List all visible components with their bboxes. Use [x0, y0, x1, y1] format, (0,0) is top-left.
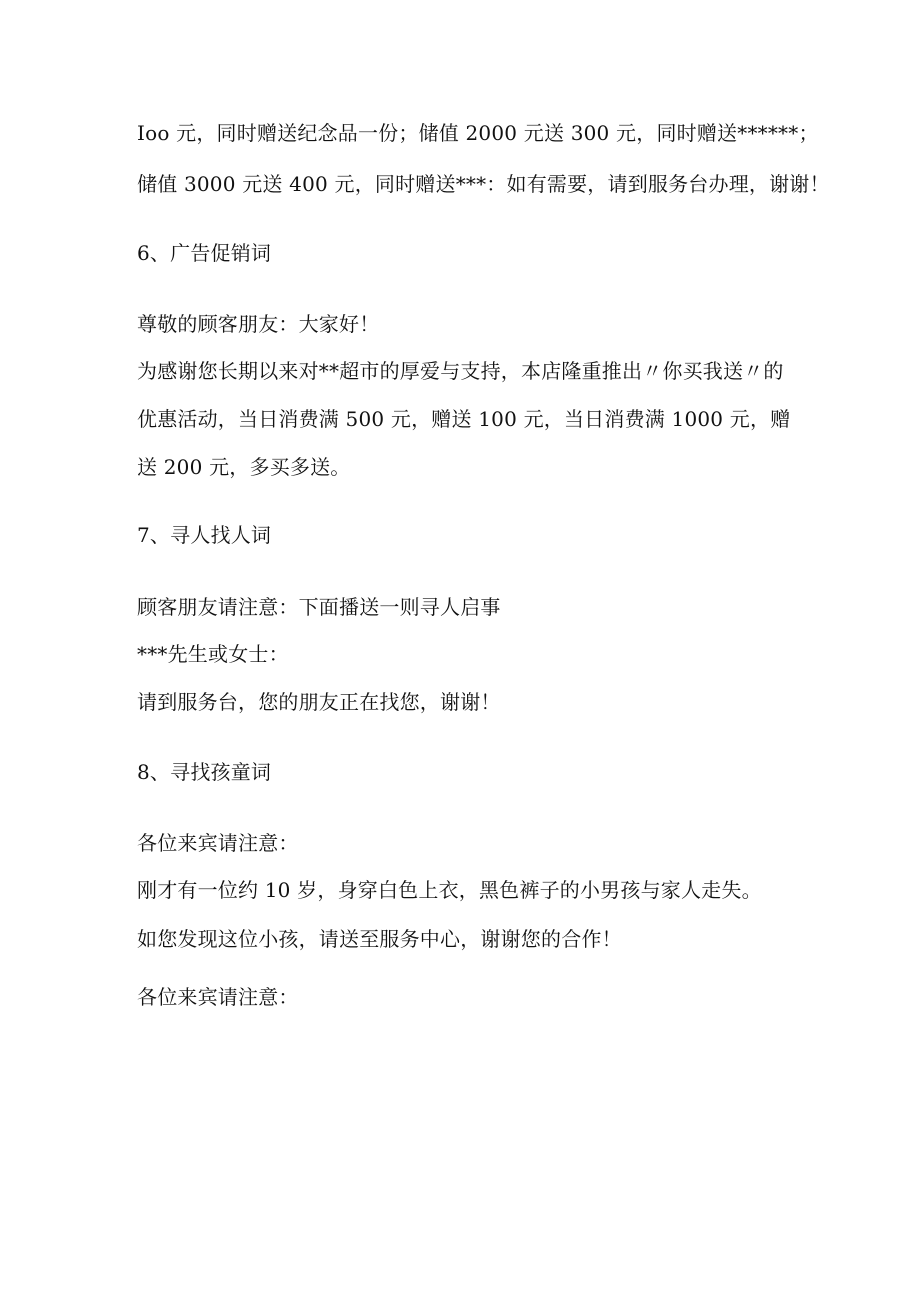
- paragraph-line: 各位来宾请注意：: [137, 831, 299, 855]
- paragraph-line: 为感谢您长期以来对**超市的厚爱与支持，本店隆重推出〃你买我送〃的: [137, 359, 784, 383]
- section-heading-7: 7、寻人找人词: [137, 523, 272, 547]
- paragraph-line: 储值 3000 元送 400 元，同时赠送***：如有需要，请到服务台办理，谢谢！: [137, 172, 830, 196]
- paragraph-line: 优惠活动，当日消费满 500 元，赠送 100 元，当日消费满 1000 元，赠: [137, 407, 791, 431]
- paragraph-line: Ioo 元，同时赠送纪念品一份；储值 2000 元送 300 元，同时赠送******；: [137, 121, 819, 145]
- section-heading-6: 6、广告促销词: [137, 241, 272, 265]
- paragraph-line: ***先生或女士：: [137, 642, 289, 666]
- paragraph-line: 请到服务台，您的朋友正在找您，谢谢！: [137, 690, 501, 714]
- paragraph-line: 各位来宾请注意：: [137, 985, 299, 1009]
- paragraph-line: 尊敬的顾客朋友：大家好！: [137, 312, 380, 336]
- paragraph-line: 送 200 元，多买多送。: [137, 455, 351, 479]
- paragraph-line: 顾客朋友请注意：下面播送一则寻人启事: [137, 595, 501, 619]
- section-heading-8: 8、寻找孩童词: [137, 760, 272, 784]
- paragraph-line: 刚才有一位约 10 岁，身穿白色上衣，黑色裤子的小男孩与家人走失。: [137, 878, 762, 902]
- paragraph-line: 如您发现这位小孩，请送至服务中心，谢谢您的合作！: [137, 927, 622, 951]
